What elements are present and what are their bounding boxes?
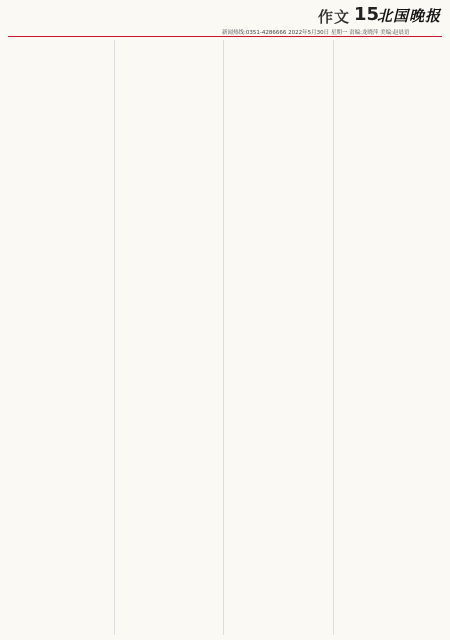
header-rule xyxy=(8,36,442,37)
column-divider xyxy=(333,40,334,635)
header-info: 新闻热线:0351-4286666 2022年5月30日 星期一 责编:龙晓萍 美编:赵晨语 xyxy=(222,30,410,36)
page-header xyxy=(0,0,450,44)
column-divider xyxy=(114,40,115,635)
column-divider xyxy=(223,40,224,635)
section-name: 作文 xyxy=(318,8,351,26)
newspaper-masthead: 北国晚报 xyxy=(377,7,442,25)
page-number: 15 xyxy=(354,4,380,25)
